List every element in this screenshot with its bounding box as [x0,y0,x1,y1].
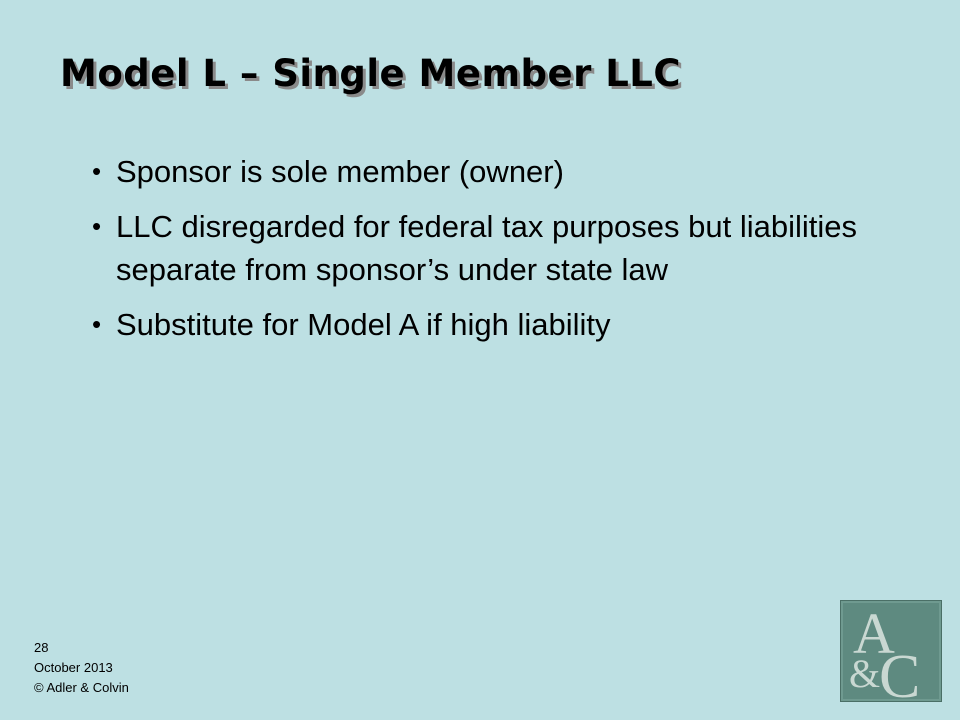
adler-colvin-logo-icon [840,600,942,702]
logo-ampersand: & [849,651,881,696]
bullet-text: Sponsor is sole member (owner) [116,154,564,189]
logo-letter-a: A [853,601,895,666]
bullet-item [92,150,882,193]
bullet-list [92,150,882,358]
bullet-text: LLC disregarded for federal tax purposes but liabilities separate from sponsor’s under state law [116,209,857,287]
bullet-dot-icon: • [92,156,102,186]
footer-date: October 2013 [34,660,113,675]
footer-copyright: © Adler & Colvin [34,680,129,695]
logo-letter-c: C [879,643,921,701]
logo-graphic [841,601,941,701]
bullet-item [92,303,882,346]
bullet-dot-icon: • [92,309,102,339]
slide-footer [34,638,129,698]
slide-title: Model L – Single Member LLC [60,52,682,95]
bullet-dot-icon: • [92,211,102,241]
bullet-item [92,205,882,291]
page-number: 28 [34,640,49,655]
bullet-text: Substitute for Model A if high liability [116,307,611,342]
